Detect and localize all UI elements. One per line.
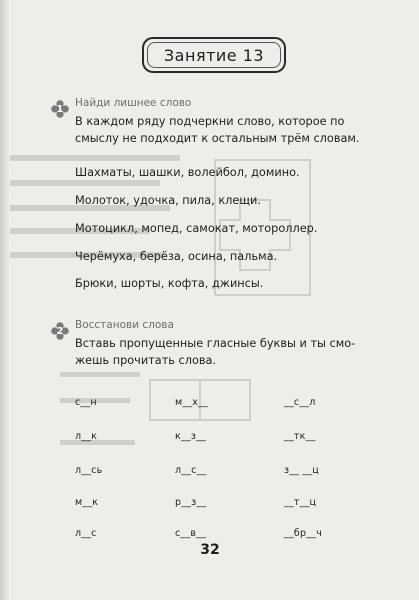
missing-vowel-word: __с__л xyxy=(284,397,316,408)
task-number-badge-2 xyxy=(51,322,69,340)
instruction-line: жешь прочитать слова. xyxy=(75,354,217,367)
task-number-badge-1 xyxy=(51,100,69,118)
missing-vowel-word: л__с__ xyxy=(175,465,207,476)
task-label-find-odd-word: Найди лишнее слово xyxy=(75,97,192,109)
word-row: Брюки, шорты, кофта, джинсы. xyxy=(75,277,264,290)
word-row: Мотоцикл, мопед, самокат, мотороллер. xyxy=(75,222,318,235)
lesson-title: Занятие 13 xyxy=(147,42,281,68)
task2-instruction xyxy=(75,335,387,369)
instruction-line: В каждом ряду подчеркни слово, которое по xyxy=(75,115,345,128)
missing-vowel-word: м__к xyxy=(75,497,99,508)
page-number: 32 xyxy=(200,542,220,558)
missing-vowel-word: л__к xyxy=(75,431,98,442)
instruction-line: Вставь пропущенные гласные буквы и ты смо- xyxy=(75,337,356,350)
page-fold-shadow xyxy=(0,0,10,600)
lesson-title-frame xyxy=(142,37,286,73)
missing-vowel-word: __бр__ч xyxy=(284,528,322,539)
missing-vowel-word: л__с xyxy=(75,528,97,539)
word-row: Молоток, удочка, пила, клещи. xyxy=(75,194,261,207)
missing-vowel-word: р__з__ xyxy=(175,497,207,508)
word-row: Черёмуха, берёза, осина, пальма. xyxy=(75,250,278,263)
missing-vowel-word: с__н xyxy=(75,397,97,408)
task-number: 1 xyxy=(56,103,64,115)
task-number: 2 xyxy=(56,325,64,337)
instruction-line: смыслу не подходит к остальным трём словам. xyxy=(75,132,360,145)
task1-instruction xyxy=(75,113,387,147)
missing-vowel-word: з__ __ц xyxy=(284,465,319,476)
missing-vowel-word: л__сь xyxy=(75,465,103,476)
missing-vowel-word: к__з__ xyxy=(175,431,206,442)
word-row: Шахматы, шашки, волейбол, домино. xyxy=(75,166,300,179)
missing-vowel-word: с__в__ xyxy=(175,528,207,539)
missing-vowel-word: __тк__ xyxy=(284,431,316,442)
missing-vowel-word: __т__ц xyxy=(284,497,317,508)
task-label-restore-words: Восстанови слова xyxy=(75,319,174,331)
missing-vowel-word: м__х__ xyxy=(175,397,208,408)
